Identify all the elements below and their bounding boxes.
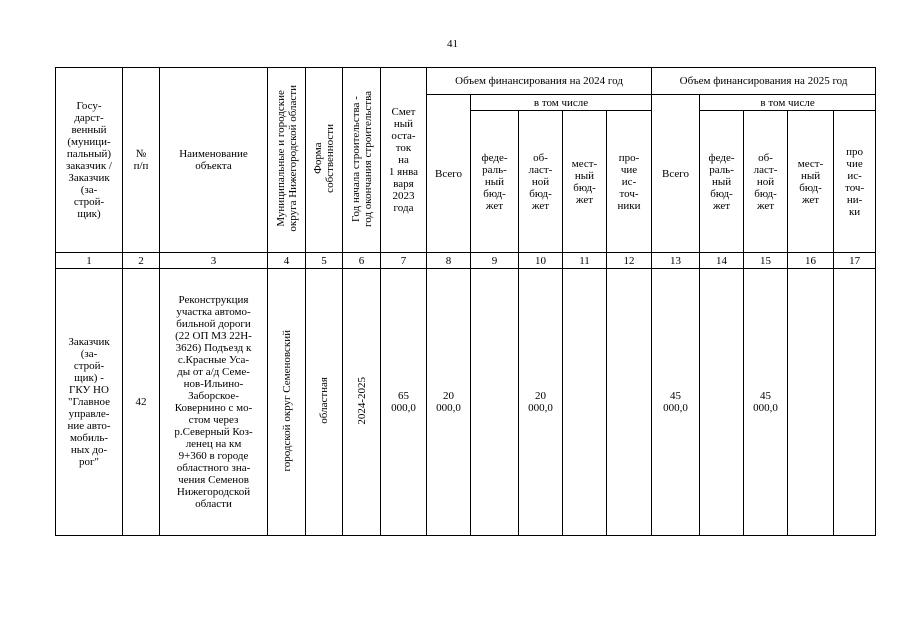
row-num: 42 xyxy=(123,269,160,536)
header-municipality-cell xyxy=(268,68,306,253)
row-local-2024 xyxy=(563,269,607,536)
header-balance: Смет ный оста- ток на 1 янва варя 2023 года xyxy=(381,68,427,253)
row-ownership-cell xyxy=(306,269,343,536)
row-other-2025 xyxy=(834,269,876,536)
row-other-2024 xyxy=(607,269,652,536)
column-number: 6 xyxy=(343,253,381,269)
header-including-2024: в том числе xyxy=(471,95,652,111)
financing-table xyxy=(55,67,876,536)
header-object-name: Наименование объекта xyxy=(160,68,268,253)
header-federal-2024: феде- раль- ный бюд- жет xyxy=(471,111,519,253)
header-ownership-cell xyxy=(306,68,343,253)
header-total-2024: Всего xyxy=(427,95,471,253)
column-number: 15 xyxy=(744,253,788,269)
row-federal-2025 xyxy=(700,269,744,536)
row-ownership: областная xyxy=(318,377,330,424)
row-municipality: городской округ Семеновский xyxy=(280,329,293,472)
column-number: 17 xyxy=(834,253,876,269)
row-customer: Заказчик (за- строй- щик) - ГКУ НО "Главное управле- ние авто- мобиль- ных до- рог" xyxy=(56,269,123,536)
header-customer: Госу- дарст- венный (муници- пальный) заказчик / Заказчик (за- строй- щик) xyxy=(56,68,123,253)
header-total-2025: Всего xyxy=(652,95,700,253)
header-years-cell xyxy=(343,68,381,253)
column-number: 8 xyxy=(427,253,471,269)
column-number: 14 xyxy=(700,253,744,269)
header-regional-2025: об- ласт- ной бюд- жет xyxy=(744,111,788,253)
header-other-2024: про- чие ис- точ- ники xyxy=(607,111,652,253)
row-federal-2024 xyxy=(471,269,519,536)
row-regional-2024: 20 000,0 xyxy=(519,269,563,536)
row-total-2024: 20 000,0 xyxy=(427,269,471,536)
header-fin-2024: Объем финансирования на 2024 год xyxy=(427,68,652,95)
header-municipality: Муниципальные и городские округа Нижегородской области xyxy=(274,85,299,232)
row-total-2025: 45 000,0 xyxy=(652,269,700,536)
header-including-2025: в том числе xyxy=(700,95,876,111)
header-ownership: Форма собственности xyxy=(312,124,336,193)
column-number: 16 xyxy=(788,253,834,269)
column-number: 13 xyxy=(652,253,700,269)
column-number: 7 xyxy=(381,253,427,269)
column-number: 9 xyxy=(471,253,519,269)
header-num: № п/п xyxy=(123,68,160,253)
column-number: 3 xyxy=(160,253,268,269)
page-number: 41 xyxy=(447,38,458,50)
row-object-name: Реконструкция участка автомо- бильной дороги (22 ОП МЗ 22Н- 3626) Подъезд к с.Красные Уса- ды от а/д Семе- нов-Ильино- Заборское- Ковернино с мо- стом через р.Северный Коз- ленец на км 9+360 в городе областного зна- чения Семенов Нижегородской области xyxy=(160,269,268,536)
table-row xyxy=(56,269,876,536)
row-municipality-cell xyxy=(268,269,306,536)
column-number: 4 xyxy=(268,253,306,269)
header-years: Год начала строительства - год окончания строительства xyxy=(349,90,374,227)
column-number: 5 xyxy=(306,253,343,269)
header-local-2024: мест- ный бюд- жет xyxy=(563,111,607,253)
column-number: 2 xyxy=(123,253,160,269)
column-number: 12 xyxy=(607,253,652,269)
column-number: 11 xyxy=(563,253,607,269)
column-number: 10 xyxy=(519,253,563,269)
header-fin-2025: Объем финансирования на 2025 год xyxy=(652,68,876,95)
row-balance: 65 000,0 xyxy=(381,269,427,536)
column-number: 1 xyxy=(56,253,123,269)
header-other-2025: про чие ис- точ- ни- ки xyxy=(834,111,876,253)
header-regional-2024: об- ласт- ной бюд- жет xyxy=(519,111,563,253)
header-federal-2025: феде- раль- ный бюд- жет xyxy=(700,111,744,253)
row-years: 2024-2025 xyxy=(355,376,368,425)
row-years-cell xyxy=(343,269,381,536)
header-local-2025: мест- ный бюд- жет xyxy=(788,111,834,253)
row-local-2025 xyxy=(788,269,834,536)
column-number-row xyxy=(56,253,876,269)
row-regional-2025: 45 000,0 xyxy=(744,269,788,536)
